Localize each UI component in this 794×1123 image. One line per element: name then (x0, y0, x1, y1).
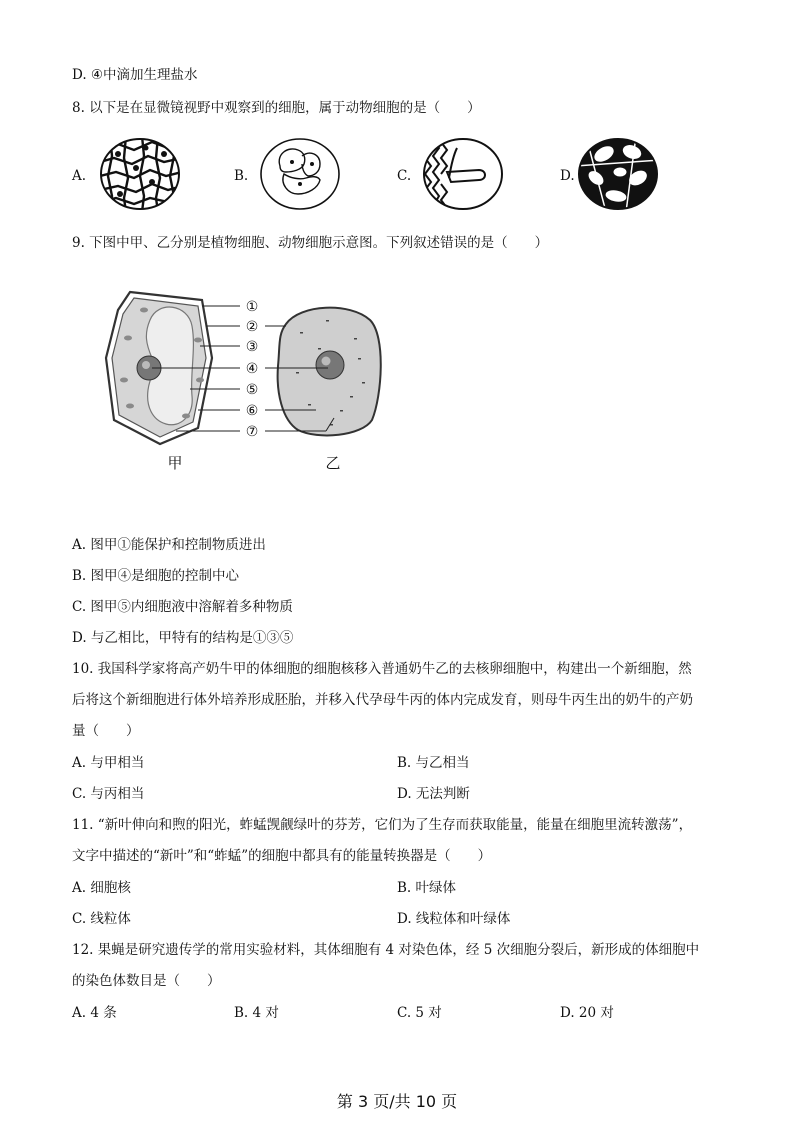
label-5: ⑤ (245, 382, 259, 398)
label-2: ② (245, 319, 259, 335)
q7-option-d: D. ④中滴加生理盐水 (72, 67, 198, 83)
q8-option-c-image (421, 136, 505, 212)
q10-stem-line2: 后将这个新细胞进行体外培养形成胚胎，并移入代孕母牛丙的体内完成发育，则母牛丙生出的奶牛的产奶 (72, 692, 693, 708)
q9-option-d: D. 与乙相比，甲特有的结构是①③⑤ (72, 630, 294, 646)
q8-option-a-image (98, 136, 182, 212)
q11-option-d: D. 线粒体和叶绿体 (397, 911, 511, 927)
q10-stem-line3: 量（ ） (72, 723, 140, 739)
q10-option-d: D. 无法判断 (397, 786, 470, 802)
q12-stem-line2: 的染色体数目是（ ） (72, 973, 221, 989)
caption-animal: 乙 (325, 454, 341, 472)
q11-option-b: B. 叶绿体 (397, 880, 457, 896)
q10-option-a: A. 与甲相当 (72, 755, 145, 771)
label-3: ③ (245, 339, 259, 355)
q8-stem: 8. 以下是在显微镜视野中观察到的细胞，属于动物细胞的是（ ） (72, 100, 481, 116)
label-4: ④ (245, 361, 259, 377)
q9-stem: 9. 下图中甲、乙分别是植物细胞、动物细胞示意图。下列叙述错误的是（ ） (72, 235, 549, 251)
q11-stem-line1: 11. “新叶伸向和煦的阳光，蚱蜢觊觎绿叶的芬芳，它们为了生存而获取能量，能量在细胞里流转激荡”， (72, 817, 693, 833)
label-1: ① (245, 299, 259, 315)
q12-option-a: A. 4 条 (72, 1005, 117, 1021)
q12-option-c: C. 5 对 (397, 1005, 442, 1021)
q8-option-c-label: C. (397, 168, 412, 184)
label-6: ⑥ (245, 403, 259, 419)
q8-option-d-label: D. (560, 168, 575, 184)
q12-stem-line1: 12. 果蝇是研究遗传学的常用实验材料，其体细胞有 4 对染色体，经 5 次细胞分裂后，新形成的体细胞中 (72, 942, 700, 958)
q9-option-b: B. 图甲④是细胞的控制中心 (72, 568, 240, 584)
q12-option-d: D. 20 对 (560, 1005, 614, 1021)
q11-option-c: C. 线粒体 (72, 911, 131, 927)
q12-option-b: B. 4 对 (234, 1005, 279, 1021)
q10-option-b: B. 与乙相当 (397, 755, 470, 771)
q11-stem-line2: 文字中描述的“新叶”和“蚱蜢”的细胞中都具有的能量转换器是（ ） (72, 848, 492, 864)
q8-option-b-label: B. (234, 168, 249, 184)
caption-plant: 甲 (167, 454, 183, 472)
animal-cell (278, 308, 381, 436)
q8-option-b-image (258, 136, 342, 212)
q10-stem-line1: 10. 我国科学家将高产奶牛甲的体细胞的细胞核移入普通奶牛乙的去核卵细胞中，构建出一个新细胞，然 (72, 661, 692, 677)
q8-option-a-label: A. (72, 168, 87, 184)
page-number: 第 3 页/共 10 页 (336, 1092, 458, 1111)
label-7: ⑦ (245, 424, 259, 440)
cell-diagram (100, 286, 400, 476)
q11-option-a: A. 细胞核 (72, 880, 131, 896)
q9-option-c: C. 图甲⑤内细胞液中溶解着多种物质 (72, 599, 293, 615)
q8-option-d-image (576, 136, 660, 212)
q10-option-c: C. 与丙相当 (72, 786, 145, 802)
q9-option-a: A. 图甲①能保护和控制物质进出 (72, 537, 266, 553)
